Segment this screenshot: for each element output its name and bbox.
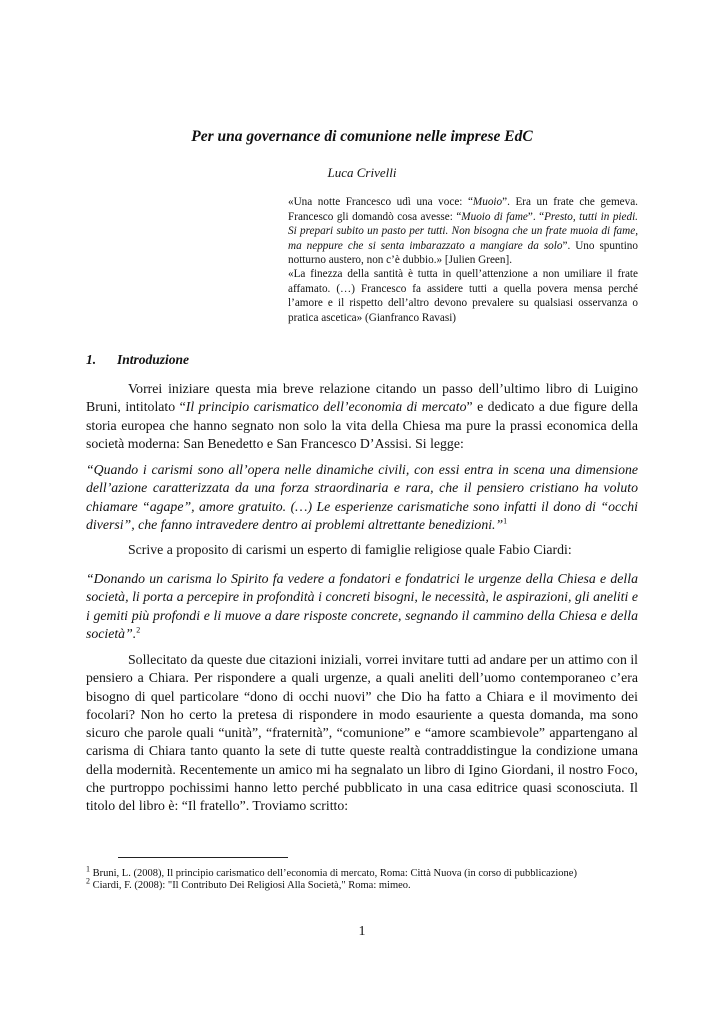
- footnote-2-text: Ciardi, F. (2008): "Il Contributo Dei Religiosi Alla Società," Roma: mimeo.: [90, 880, 411, 891]
- text-run: Vorrei iniziare questa mia breve relazione citando un passo dell’ultimo libro di Luigino Bruni, intitolato “: [86, 381, 638, 415]
- footnote-1-text: Bruni, L. (2008), Il principio carismatico dell’economia di mercato, Roma: Città Nuova (in corso di pubblicazione): [90, 868, 577, 879]
- quote-bruni: [86, 461, 638, 534]
- footnote-divider: [118, 857, 288, 858]
- epigraph-green: [288, 195, 638, 268]
- document-title: Per una governance di comunione nelle imprese EdC: [191, 128, 533, 145]
- footnote-ref: 1: [503, 516, 508, 526]
- paragraph-chiara: [86, 651, 638, 816]
- text-run: Presto, tutti in piedi. Si prepari subito un pasto per tutti. Non bisogna che un frate muoia di fame, ma neppure che si senta imbarazzato a mangiare da solo: [288, 210, 638, 252]
- section-heading: [86, 352, 189, 368]
- text-run: “Donando un carisma lo Spirito fa vedere a fondatori e fondatrici le urgenze della Chiesa e della società, li porta a percepire in profondità i concreti bisogni, le necessità, le aspirazioni, gli aneliti e i gemiti più profondi e li muove a dare risposte concrete, segnando il cammino della Chiesa e della società”.: [86, 571, 638, 641]
- author-name: Luca Crivelli: [327, 165, 397, 180]
- footnote-2-marker: 2: [86, 876, 90, 886]
- text-run: Scrive a proposito di carismi un esperto di famiglie religiose quale Fabio Ciardi:: [128, 542, 572, 557]
- text-run: «La finezza della santità è tutta in quell’attenzione a non umiliare il frate affamato. (…) Francesco fa assidere tutti a quella povera mensa perché l’amore e il rispetto dell’altro devono prevalere su qualsiasi osservanza o pratica ascetica» (Gianfranco Ravasi): [288, 268, 638, 324]
- text-run: ” e dedicato a due figure della storia europea che hanno segnato non solo la vita della Chiesa ma pure la prassi economica della società moderna: San Benedetto e San Francesco D’Assisi. Si legge:: [86, 399, 639, 451]
- text-run: Muoio: [472, 196, 503, 208]
- text-run: «Una notte Francesco udì una voce: “: [288, 196, 473, 208]
- quote-ciardi: [86, 570, 638, 643]
- text-run: Muoio di fame: [461, 210, 528, 223]
- text-run: ”. “: [527, 210, 545, 223]
- section-title: Introduzione: [117, 352, 190, 367]
- text-run: “Quando i carismi sono all’opera nelle dinamiche civili, con essi entra in scena una dimensione dell’azione caratterizzata da una forza straordinaria e rara, che il pensiero cristiano ha voluto chiamare “agape”, amore gratuito. (…) Le esperienze carismatiche sono infatti il dono di “occhi diversi”, che fanno intravedere dentro ai problemi altrettante benedizioni.”: [86, 462, 638, 532]
- footnote-ref: 2: [136, 625, 141, 635]
- text-run: ”. Era un frate che gemeva. Francesco gli domandò cosa avesse: “: [288, 196, 638, 223]
- paragraph-ciardi-intro: [86, 541, 638, 559]
- text-run: Sollecitato da queste due citazioni iniziali, vorrei invitare tutti ad andare per un attimo con il pensiero a Chiara. Per rispondere a quali urgenze, a quali aneliti dell’uomo contemporaneo c’era bisogno di quel particolare “dono di occhi nuovi” che Dio ha fatto a Chiara e il movimento dei focolari? Non ho certo la pretesa di rispondere in modo esauriente a questa domanda, ma sono sicuro che parole quali “unità”, “fraternità”, “comunione” e “amore scambievole” appartengano al carisma di Chiara tanto quanto la sete di tutte queste realtà contraddistingue la condizione umana della modernità. Recentemente un amico mi ha segnalato un libro di Igino Giordani, il nostro Foco, che purtroppo pochissimi hanno letto perché pubblicato in una casa editrice quasi sconosciuta. Il titolo del libro è: “Il fratello”. Troviamo scritto:: [86, 652, 638, 814]
- paragraph-intro: [86, 380, 638, 453]
- footnote-2: [86, 876, 646, 892]
- text-run: Il principio carismatico dell’economia di mercato: [185, 399, 467, 415]
- footnote-1-marker: 1: [86, 864, 90, 874]
- epigraph-ravasi: [288, 267, 638, 325]
- page-number: 1: [358, 924, 366, 939]
- text-run: ”. Uno spuntino notturno austero, non c’è dubbio.» [Julien Green].: [288, 239, 638, 267]
- section-number: 1.: [86, 352, 97, 367]
